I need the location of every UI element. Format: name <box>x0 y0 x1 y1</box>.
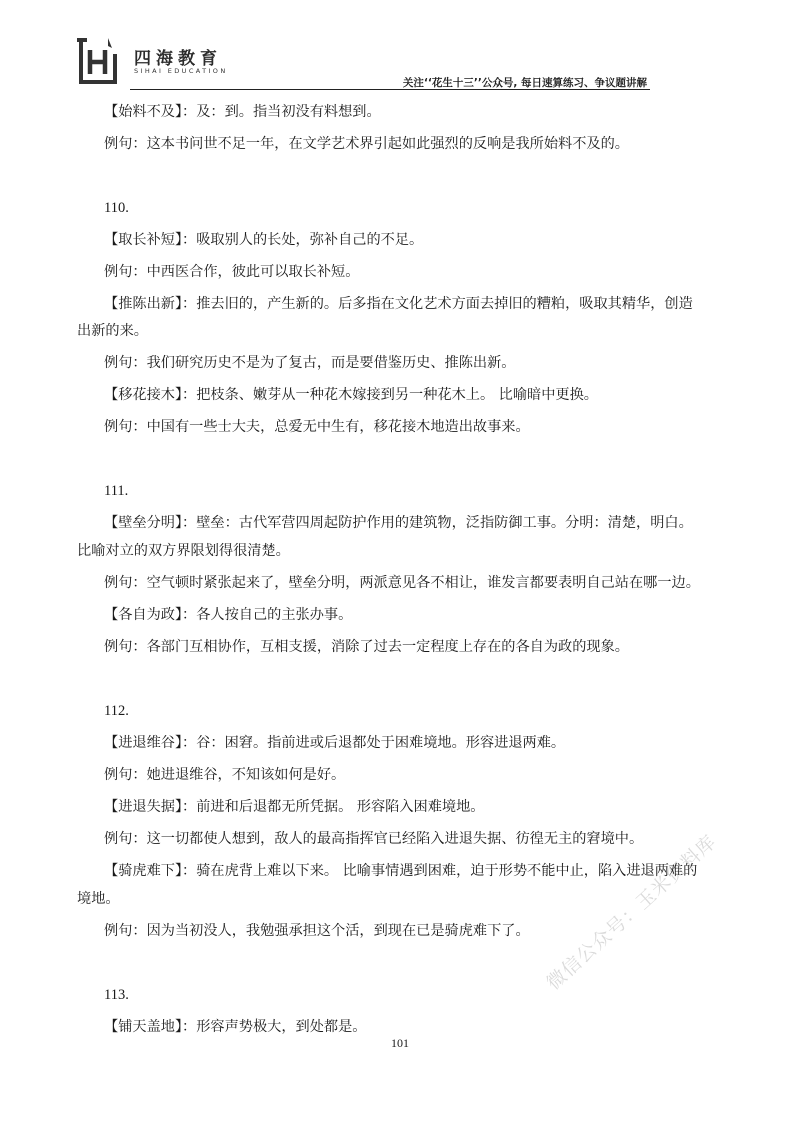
example-sentence: 例句：空气顿时紧张起来了，壁垒分明，两派意见各不相让，谁发言都要表明自己站在哪一边。 <box>104 575 700 591</box>
header-rule <box>130 89 650 90</box>
example-sentence: 例句：这本书问世不足一年，在文学艺术界引起如此强烈的反响是我所始料不及的。 <box>104 136 629 152</box>
idiom-entry: 【推陈出新】：推去旧的，产生新的。后多指在文化艺术方面去掉旧的糟粕，吸取其精华，创造 <box>104 296 693 312</box>
example-sentence: 例句：中西医合作，彼此可以取长补短。 <box>104 264 360 280</box>
section-number: 112. <box>104 703 129 719</box>
page-header <box>0 0 800 92</box>
idiom-entry: 【移花接木】：把枝条、嫩芽从一种花木嫁接到另一种花木上。 比喻暗中更换。 <box>104 387 598 403</box>
watermark: 微信公众号：玉米资料库 <box>542 830 721 995</box>
idiom-entry: 【壁垒分明】：壁垒：古代军营四周起防护作用的建筑物，泛指防御工事。分明：清楚，明白。 <box>104 515 693 531</box>
example-sentence: 例句：因为当初没人，我勉强承担这个活，到现在已是骑虎难下了。 <box>104 923 530 939</box>
brand-name-en: SIHAI EDUCATION <box>134 67 228 75</box>
section-number: 113. <box>104 987 129 1003</box>
example-sentence: 例句：她进退维谷，不知该如何是好。 <box>104 767 346 783</box>
sihai-logo-icon <box>75 34 123 86</box>
idiom-entry: 【进退维谷】：谷：困窘。指前进或后退都处于困难境地。形容进退两难。 <box>104 735 566 751</box>
brand-name: 四海教育 <box>134 49 222 69</box>
idiom-entry: 【进退失据】：前进和后退都无所凭据。 形容陷入困难境地。 <box>104 799 485 815</box>
idiom-entry-continued: 境地。 <box>77 891 120 907</box>
page-number: 101 <box>391 1036 409 1050</box>
example-sentence: 例句：中国有一些士大夫，总爱无中生有，移花接木地造出故事来。 <box>104 419 530 435</box>
section-number: 111. <box>104 483 129 499</box>
idiom-entry: 【骑虎难下】：骑在虎背上难以下来。 比喻事情遇到困难，迫于形势不能中止，陷入进退两难的 <box>104 863 698 879</box>
example-sentence: 例句：这一切都使人想到，敌人的最高指挥官已经陷入进退失据、彷徨无主的窘境中。 <box>104 831 644 847</box>
idiom-entry-continued: 比喻对立的双方界限划得很清楚。 <box>77 543 290 559</box>
idiom-entry: 【铺天盖地】：形容声势极大，到处都是。 <box>104 1019 367 1035</box>
section-number: 110. <box>104 200 129 216</box>
example-sentence: 例句：各部门互相协作，互相支援，消除了过去一定程度上存在的各自为政的现象。 <box>104 639 629 655</box>
idiom-entry: 【取长补短】：吸取别人的长处，弥补自己的不足。 <box>104 232 424 248</box>
example-sentence: 例句：我们研究历史不是为了复古，而是要借鉴历史、推陈出新。 <box>104 355 516 371</box>
idiom-entry: 【始料不及】：及：到。指当初没有料想到。 <box>104 104 381 120</box>
header-notice: 关注‘‘花生十三’’公众号, 每日速算练习、争议题讲解 <box>402 77 647 89</box>
idiom-entry: 【各自为政】：各人按自己的主张办事。 <box>104 607 353 623</box>
idiom-entry-continued: 出新的来。 <box>77 323 148 339</box>
